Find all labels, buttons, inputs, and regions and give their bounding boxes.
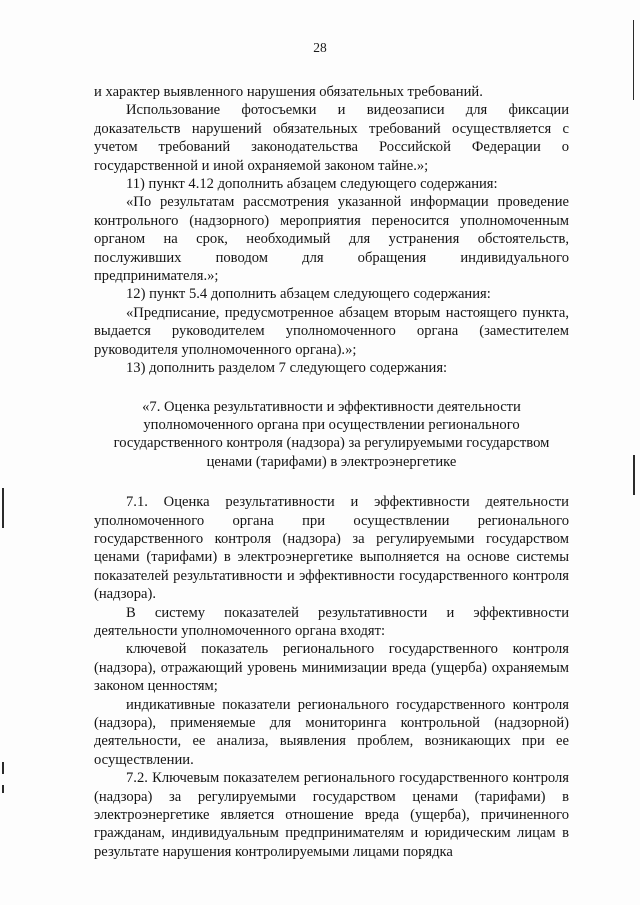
scan-edge-mark-right [633, 20, 634, 100]
scan-edge-mark-left [2, 488, 4, 528]
paragraph: Использование фотосъемки и видеозаписи для фиксации доказательств нарушений обязательных требований осуществляется с учетом требований законодательства Российской Федерации о государственной и иной охраняемой законом тайне.»; [94, 102, 569, 174]
paragraph: 11) пункт 4.12 дополнить абзацем следующего содержания: [126, 176, 498, 193]
scan-edge-mark-left [2, 785, 4, 793]
paragraph: 13) дополнить разделом 7 следующего содержания: [126, 360, 448, 377]
page-number: 28 [313, 40, 327, 55]
paragraph: 12) пункт 5.4 дополнить абзацем следующего содержания: [126, 286, 491, 303]
section-paragraph: 7.1. Оценка результативности и эффективности деятельности уполномоченного органа при осуществлении регионального государственного контроля (надзора) за регулируемыми государством ценами (тарифами) в электроэнергетике выполняется на основе системы показателей результативности и эффективности государственного контроля (надзора). [94, 494, 569, 603]
section-paragraph: 7.2. Ключевым показателем регионального государственного контроля (надзора) за регулируемыми государством ценами (тарифами) в электроэнергетике является отношение вреда (ущерба), причиненного гражданам, индивидуальным предпринимателям и юридическим лицам в результате нарушения контролируемыми лицами порядка [94, 770, 569, 860]
section-paragraph: ключевой показатель регионального государственного контроля (надзора), отражающий уровень минимизации вреда (ущерба) охраняемым законом ценностям; [94, 641, 569, 695]
section-heading: «7. Оценка результативности и эффективности деятельности уполномоченного органа при осуществлении регионального государственного контроля (надзора) за регулируемыми государством ценами (тарифами) в электроэнергетике [113, 398, 550, 470]
paragraph: и характер выявленного нарушения обязательных требований. [94, 84, 483, 100]
section-paragraph: индикативные показатели регионального государственного контроля (надзора), применяемые для мониторинга контрольной (надзорной) деятельности, ее анализа, выявления проблем, возникающих при ее осуществлении. [94, 696, 569, 768]
section-paragraph: В систему показателей результативности и эффективности деятельности уполномоченного органа входят: [94, 604, 569, 639]
paragraph: «По результатам рассмотрения указанной информации проведение контрольного (надзорного) мероприятия переносится уполномоченным органом на срок, необходимый для устранения обстоятельств, послуживших поводом для обращения индивидуального предпринимателя.»; [94, 194, 569, 285]
scan-edge-mark-right [633, 455, 635, 495]
document-body [94, 83, 569, 861]
scan-edge-mark-left [2, 762, 4, 774]
paragraph: «Предписание, предусмотренное абзацем вторым настоящего пункта, выдается руководителем уполномоченного органа (заместителем руководителя уполномоченного органа).»; [94, 304, 569, 358]
